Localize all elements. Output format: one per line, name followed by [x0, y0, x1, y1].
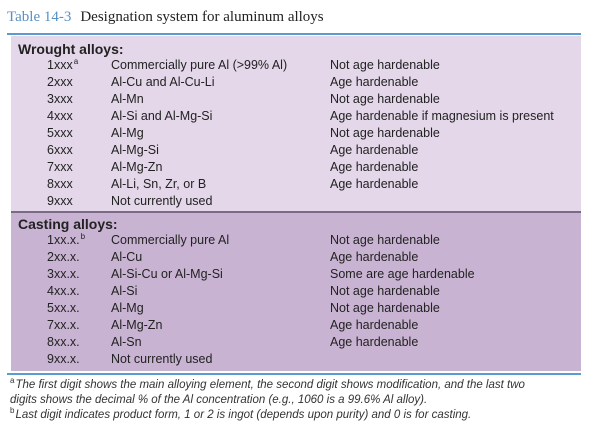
- table-row: [11, 233, 581, 250]
- table-row: [11, 75, 581, 92]
- code-text: 8xx.x.: [47, 335, 80, 349]
- composition-cell: Al-Si and Al-Mg-Si: [111, 109, 213, 123]
- table-row: [11, 250, 581, 267]
- designation-code: [47, 194, 73, 208]
- table-row: [11, 92, 581, 109]
- code-text: 5xxx: [47, 126, 73, 140]
- hardening-cell: Some are age hardenable: [330, 267, 475, 281]
- footnote-b: [10, 406, 472, 421]
- table-row: [11, 318, 581, 335]
- code-text: 2xx.x.: [47, 250, 80, 264]
- hardening-cell: Age hardenable: [330, 143, 419, 157]
- code-text: 2xxx: [47, 75, 73, 89]
- hardening-cell: Age hardenable: [330, 250, 419, 264]
- hardening-cell: Not age hardenable: [330, 58, 440, 72]
- composition-cell: Not currently used: [111, 352, 213, 366]
- footnote-b-mark: b: [10, 406, 15, 416]
- code-text: 3xxx: [47, 92, 73, 106]
- composition-cell: Al-Li, Sn, Zr, or B: [111, 177, 207, 191]
- table-caption: [7, 9, 324, 26]
- footnote-marker: a: [73, 56, 79, 66]
- footnote-a-text: The first digit shows the main alloying element, the second digit shows modification, and the last two: [15, 379, 525, 391]
- footnote-a-mark: a: [10, 376, 15, 386]
- designation-code: [47, 335, 80, 349]
- designation-code: [47, 233, 85, 247]
- code-text: 8xxx: [47, 177, 73, 191]
- hardening-cell: Not age hardenable: [330, 284, 440, 298]
- hardening-cell: Not age hardenable: [330, 92, 440, 106]
- table-row: [11, 58, 581, 75]
- hardening-cell: Not age hardenable: [330, 126, 440, 140]
- composition-cell: Al-Sn: [111, 335, 142, 349]
- hardening-cell: Age hardenable if magnesium is present: [330, 109, 554, 123]
- hardening-cell: Age hardenable: [330, 75, 419, 89]
- composition-cell: Al-Mg-Zn: [111, 318, 163, 332]
- composition-cell: Al-Mg-Si: [111, 143, 159, 157]
- hardening-cell: Not age hardenable: [330, 233, 440, 247]
- composition-cell: Commercially pure Al: [111, 233, 230, 247]
- wrought-alloys-section: [11, 36, 581, 211]
- footnote-a-line1: [10, 376, 525, 391]
- designation-code: [47, 75, 73, 89]
- table-row: [11, 143, 581, 160]
- composition-cell: Al-Si-Cu or Al-Mg-Si: [111, 267, 223, 281]
- code-text: 5xx.x.: [47, 301, 80, 315]
- code-text: 1xxx: [47, 58, 73, 72]
- code-text: 9xxx: [47, 194, 73, 208]
- table-title: Designation system for aluminum alloys: [80, 9, 324, 25]
- designation-code: [47, 177, 73, 191]
- designation-code: [47, 301, 80, 315]
- footnote-marker: b: [80, 231, 86, 241]
- hardening-cell: Age hardenable: [330, 160, 419, 174]
- code-text: 1xx.x.: [47, 233, 80, 247]
- code-text: 7xx.x.: [47, 318, 80, 332]
- designation-code: [47, 250, 80, 264]
- code-text: 7xxx: [47, 160, 73, 174]
- wrought-heading: Wrought alloys:: [18, 41, 124, 57]
- top-rule: [7, 33, 581, 35]
- code-text: 4xxx: [47, 109, 73, 123]
- table-row: [11, 335, 581, 352]
- table-row: [11, 352, 581, 369]
- composition-cell: Commercially pure Al (>99% Al): [111, 58, 288, 72]
- code-text: 6xxx: [47, 143, 73, 157]
- section-divider: [11, 211, 581, 213]
- hardening-cell: Age hardenable: [330, 335, 419, 349]
- table-row: [11, 301, 581, 318]
- code-text: 4xx.x.: [47, 284, 80, 298]
- table-row: [11, 109, 581, 126]
- designation-code: [47, 143, 73, 157]
- composition-cell: Al-Cu and Al-Cu-Li: [111, 75, 215, 89]
- hardening-cell: Age hardenable: [330, 318, 419, 332]
- designation-code: [47, 267, 80, 281]
- composition-cell: Al-Mn: [111, 92, 144, 106]
- designation-code: [47, 318, 80, 332]
- designation-code: [47, 58, 78, 72]
- designation-code: [47, 92, 73, 106]
- table-row: [11, 160, 581, 177]
- table-row: [11, 126, 581, 143]
- hardening-cell: Not age hardenable: [330, 301, 440, 315]
- composition-cell: Al-Mg: [111, 301, 144, 315]
- composition-cell: Al-Cu: [111, 250, 143, 264]
- designation-code: [47, 284, 80, 298]
- casting-heading: Casting alloys:: [18, 216, 118, 232]
- composition-cell: Al-Mg-Zn: [111, 160, 163, 174]
- composition-cell: Al-Si: [111, 284, 138, 298]
- footnote-b-text: Last digit indicates product form, 1 or 2 is ingot (depends upon purity) and 0 is for casting.: [15, 409, 472, 421]
- table-row: [11, 177, 581, 194]
- bottom-rule: [7, 373, 581, 375]
- designation-code: [47, 160, 73, 174]
- code-text: 3xx.x.: [47, 267, 80, 281]
- designation-code: [47, 109, 73, 123]
- designation-code: [47, 126, 73, 140]
- code-text: 9xx.x.: [47, 352, 80, 366]
- footnote-a-line2: digits shows the decimal % of the Al concentration (e.g., 1060 is a 99.6% Al alloy).: [10, 394, 428, 406]
- composition-cell: Not currently used: [111, 194, 213, 208]
- designation-code: [47, 352, 80, 366]
- table-row: [11, 267, 581, 284]
- table-number: Table 14-3: [7, 9, 72, 25]
- table-row: [11, 194, 581, 211]
- casting-alloys-section: [11, 211, 581, 371]
- hardening-cell: Age hardenable: [330, 177, 419, 191]
- table-row: [11, 284, 581, 301]
- composition-cell: Al-Mg: [111, 126, 144, 140]
